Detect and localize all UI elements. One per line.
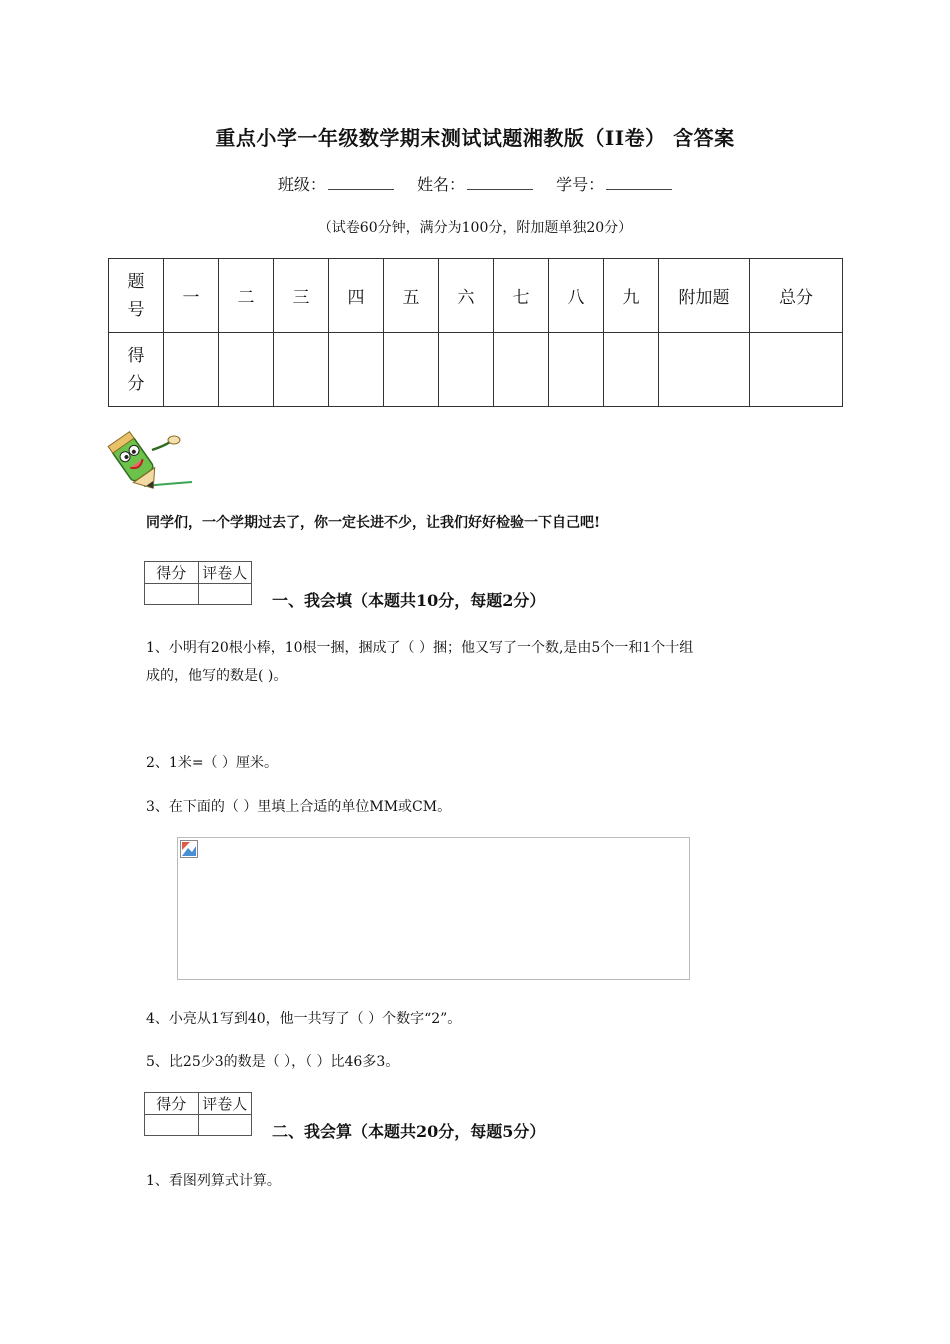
grader-score-cell[interactable] <box>145 584 199 605</box>
question-text: 5、比25少3的数是（ ），（ ）比46多3。 <box>146 1054 400 1070</box>
col-header: 二 <box>219 259 274 333</box>
id-label: 学号： <box>556 175 605 194</box>
col-header: 九 <box>604 259 659 333</box>
score-cell[interactable] <box>219 333 274 407</box>
id-blank[interactable] <box>606 175 672 190</box>
score-table <box>108 258 843 407</box>
broken-image-icon <box>180 840 198 858</box>
class-blank[interactable] <box>328 175 394 190</box>
pencil-mascot-icon <box>104 424 196 494</box>
grader-score-cell[interactable] <box>145 1115 199 1136</box>
question-text: 3、在下面的（ ）里填上合适的单位MM或CM。 <box>146 799 452 815</box>
col-header: 七 <box>494 259 549 333</box>
score-cell[interactable] <box>384 333 439 407</box>
page-title: 重点小学一年级数学期末测试试题湘教版（II卷） 含答案 <box>215 126 735 150</box>
name-blank[interactable] <box>467 175 533 190</box>
grader-reviewer-cell[interactable] <box>198 1115 252 1136</box>
col-header: 总分 <box>750 259 843 333</box>
score-row-header: 得 分 <box>109 333 164 407</box>
col-header: 四 <box>329 259 384 333</box>
col-header: 五 <box>384 259 439 333</box>
score-cell[interactable] <box>659 333 750 407</box>
question-text: 成的，他写的数是( )。 <box>146 668 288 684</box>
score-cell[interactable] <box>439 333 494 407</box>
section-heading: 一、我会填（本题共10分，每题2分） <box>272 591 546 610</box>
score-cell[interactable] <box>329 333 384 407</box>
question-text: 1、看图列算式计算。 <box>146 1173 281 1189</box>
score-cell[interactable] <box>604 333 659 407</box>
question-text: 4、小亮从1写到40，他一共写了（ ）个数字“2”。 <box>146 1011 462 1027</box>
section-heading: 二、我会算（本题共20分，每题5分） <box>272 1122 546 1141</box>
col-header: 附加题 <box>659 259 750 333</box>
score-cell[interactable] <box>549 333 604 407</box>
grader-reviewer-cell[interactable] <box>198 584 252 605</box>
question-text: 2、1米=（ ）厘米。 <box>146 755 278 771</box>
grader-score-label: 得分 <box>145 562 199 584</box>
class-label: 班级： <box>277 175 326 194</box>
score-cell[interactable] <box>164 333 219 407</box>
name-label: 姓名： <box>416 175 465 194</box>
score-cell[interactable] <box>274 333 329 407</box>
exam-subtitle: （试卷60分钟，满分为100分，附加题单独20分） <box>317 220 633 236</box>
student-info-row <box>0 172 950 195</box>
col-header: 三 <box>274 259 329 333</box>
col-header: 一 <box>164 259 219 333</box>
image-placeholder <box>177 837 690 980</box>
grader-reviewer-label: 评卷人 <box>198 562 252 584</box>
grader-score-label: 得分 <box>145 1093 199 1115</box>
question-text: 1、小明有20根小棒，10根一捆，捆成了（ ）捆；他又写了一个数,是由5个一和1个十组 <box>146 640 694 656</box>
question-number-header: 题 号 <box>109 259 164 333</box>
intro-text: 同学们，一个学期过去了，你一定长进不少，让我们好好检验一下自己吧! <box>146 515 601 531</box>
score-cell[interactable] <box>750 333 843 407</box>
score-cell[interactable] <box>494 333 549 407</box>
grader-box <box>144 1092 252 1136</box>
grader-box <box>144 561 252 605</box>
col-header: 六 <box>439 259 494 333</box>
col-header: 八 <box>549 259 604 333</box>
grader-reviewer-label: 评卷人 <box>198 1093 252 1115</box>
